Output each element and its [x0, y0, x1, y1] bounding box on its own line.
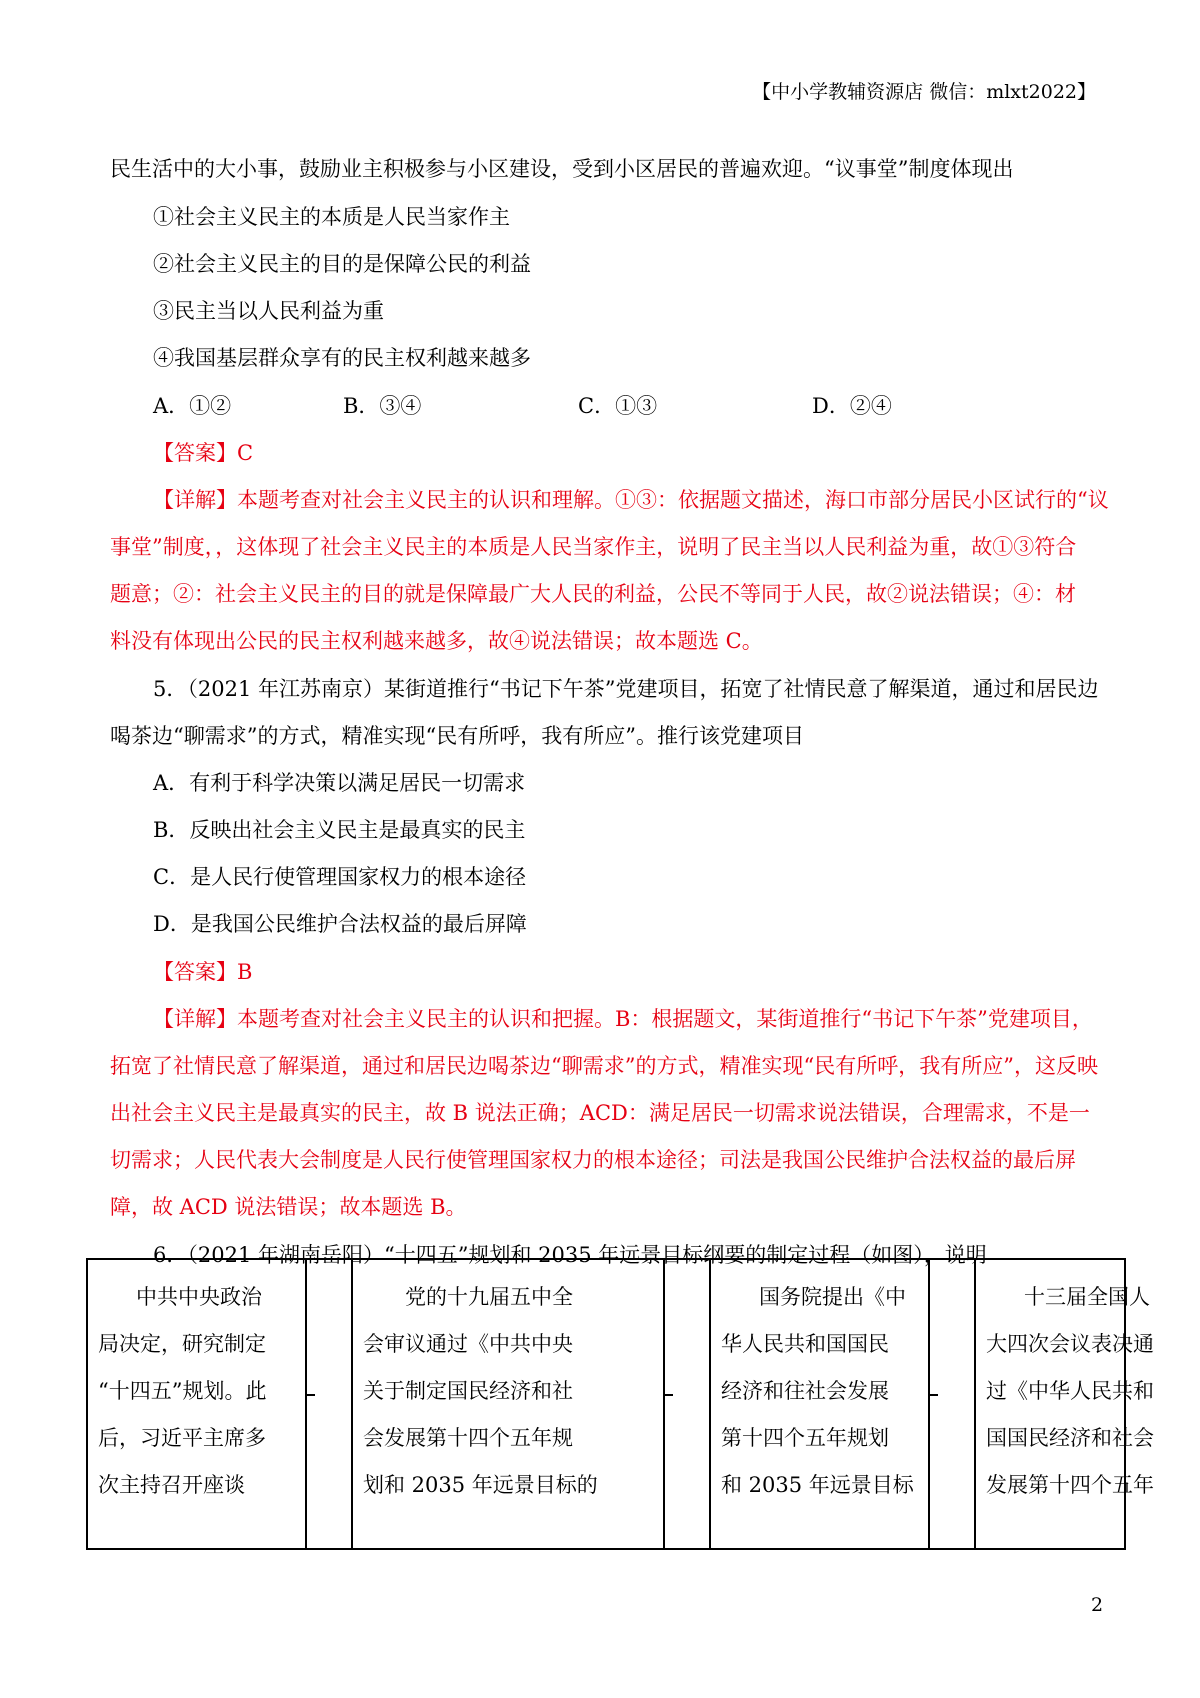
flow-step-text: 和 2035 年远景目标 [721, 1473, 914, 1497]
page-number: 2 [1091, 1594, 1104, 1616]
q4-explain-line: 题意；②：社会主义民主的目的就是保障最广大人民的利益，公民不等同于人民，故②说法错误；④：材 [110, 582, 1076, 606]
flow-step-text: 局决定，研究制定 [98, 1332, 266, 1356]
q4-option-d: D．②④ [812, 394, 892, 418]
flow-step-text: 党的十九届五中全 [405, 1285, 573, 1309]
process-flow-table [86, 1258, 1154, 1550]
q4-option-a: A．①② [153, 394, 232, 418]
flow-arrow-cell [306, 1259, 352, 1549]
flow-step-2 [352, 1259, 664, 1549]
q5-stem-line: 喝茶边“聊需求”的方式，精准实现“民有所呼，我有所应”。推行该党建项目 [110, 724, 804, 748]
flow-arrow [665, 1394, 673, 1396]
q5-option-c: C．是人民行使管理国家权力的根本途径 [153, 865, 527, 889]
flow-step-text: 次主持召开座谈 [98, 1473, 245, 1497]
flow-arrow [307, 1394, 315, 1396]
flow-step-text: 发展第十四个五年 [986, 1473, 1154, 1497]
header-note: 【中小学教辅资源店 微信：mlxt2022】 [752, 81, 1096, 103]
flow-step-text: 第十四个五年规划 [721, 1426, 889, 1450]
flow-step-text: 国国民经济和社会 [986, 1426, 1154, 1450]
q5-explain-line: 出社会主义民主是最真实的民主，故 B 说法正确；ACD：满足居民一切需求说法错误，合理需求，不是一 [110, 1101, 1090, 1125]
q4-explain-line: 事堂”制度，，这体现了社会主义民主的本质是人民当家作主，说明了民主当以人民利益为重，故①③符合 [110, 535, 1077, 559]
flow-step-text: 中共中央政治 [136, 1285, 262, 1309]
q4-option-b: B．③④ [343, 394, 422, 418]
flow-step-text: 划和 2035 年远景目标的 [363, 1473, 598, 1497]
q4-item-2: ②社会主义民主的目的是保障公民的利益 [153, 252, 531, 276]
flow-step-text: 大四次会议表决通 [986, 1332, 1154, 1356]
flow-arrow [930, 1394, 938, 1396]
flow-step-4 [975, 1259, 1154, 1549]
flow-step-text: 会审议通过《中共中央 [363, 1332, 573, 1356]
q4-explain-line: 料没有体现出公民的民主权利越来越多，故④说法错误；故本题选 C。 [110, 629, 763, 653]
q5-option-b: B．反映出社会主义民主是最真实的民主 [153, 818, 526, 842]
flow-step-text: 十三届全国人 [1024, 1285, 1150, 1309]
q4-item-3: ③民主当以人民利益为重 [153, 299, 384, 323]
q5-explain-line: 【详解】本题考查对社会主义民主的认识和把握。B：根据题文，某街道推行“书记下午茶”党建项目， [153, 1007, 1093, 1031]
q4-item-4: ④我国基层群众享有的民主权利越来越多 [153, 346, 531, 370]
flow-step-text: 国务院提出《中 [759, 1285, 906, 1309]
flow-step-text: “十四五”规划。此 [98, 1379, 267, 1403]
q4-explain-line: 【详解】本题考查对社会主义民主的认识和理解。①③：依据题文描述，海口市部分居民小区试行的“议 [153, 488, 1109, 512]
flow-step-text: 华人民共和国国民 [721, 1332, 889, 1356]
flow-arrow-cell [929, 1259, 975, 1549]
q5-explain-line: 障，故 ACD 说法错误；故本题选 B。 [110, 1195, 467, 1219]
q5-explain-line: 拓宽了社情民意了解渠道，通过和居民边喝茶边“聊需求”的方式，精准实现“民有所呼，我有所应”，这反映 [110, 1054, 1098, 1078]
q4-continuation: 民生活中的大小事，鼓励业主积极参与小区建设，受到小区居民的普遍欢迎。“议事堂”制度体现出 [110, 157, 1014, 181]
flow-step-text: 关于制定国民经济和社 [363, 1379, 573, 1403]
q5-option-d: D．是我国公民维护合法权益的最后屏障 [153, 912, 527, 936]
flow-step-text: 经济和往社会发展 [721, 1379, 889, 1403]
q5-answer: 【答案】B [153, 960, 253, 984]
q4-answer: 【答案】C [153, 441, 254, 465]
flow-arrow-cell [664, 1259, 710, 1549]
q4-option-c: C．①③ [578, 394, 658, 418]
q5-option-a: A．有利于科学决策以满足居民一切需求 [153, 771, 526, 795]
q4-item-1: ①社会主义民主的本质是人民当家作主 [153, 205, 510, 229]
q5-explain-line: 切需求；人民代表大会制度是人民行使管理国家权力的根本途径；司法是我国公民维护合法权益的最后屏 [110, 1148, 1076, 1172]
flow-step-text: 过《中华人民共和 [986, 1379, 1154, 1403]
q5-stem-line: 5．（2021 年江苏南京）某街道推行“书记下午茶”党建项目，拓宽了社情民意了解渠道，通过和居民边 [153, 677, 1099, 701]
flow-step-text: 后，习近平主席多 [98, 1426, 266, 1450]
flow-step-3 [710, 1259, 929, 1549]
q6-stem: 6．（2021 年湖南岳阳）“十四五”规划和 2035 年远景目标纲要的制定过程（如图），说明 [153, 1243, 987, 1267]
flow-step-1 [87, 1259, 306, 1549]
flow-step-text: 会发展第十四个五年规 [363, 1426, 573, 1450]
